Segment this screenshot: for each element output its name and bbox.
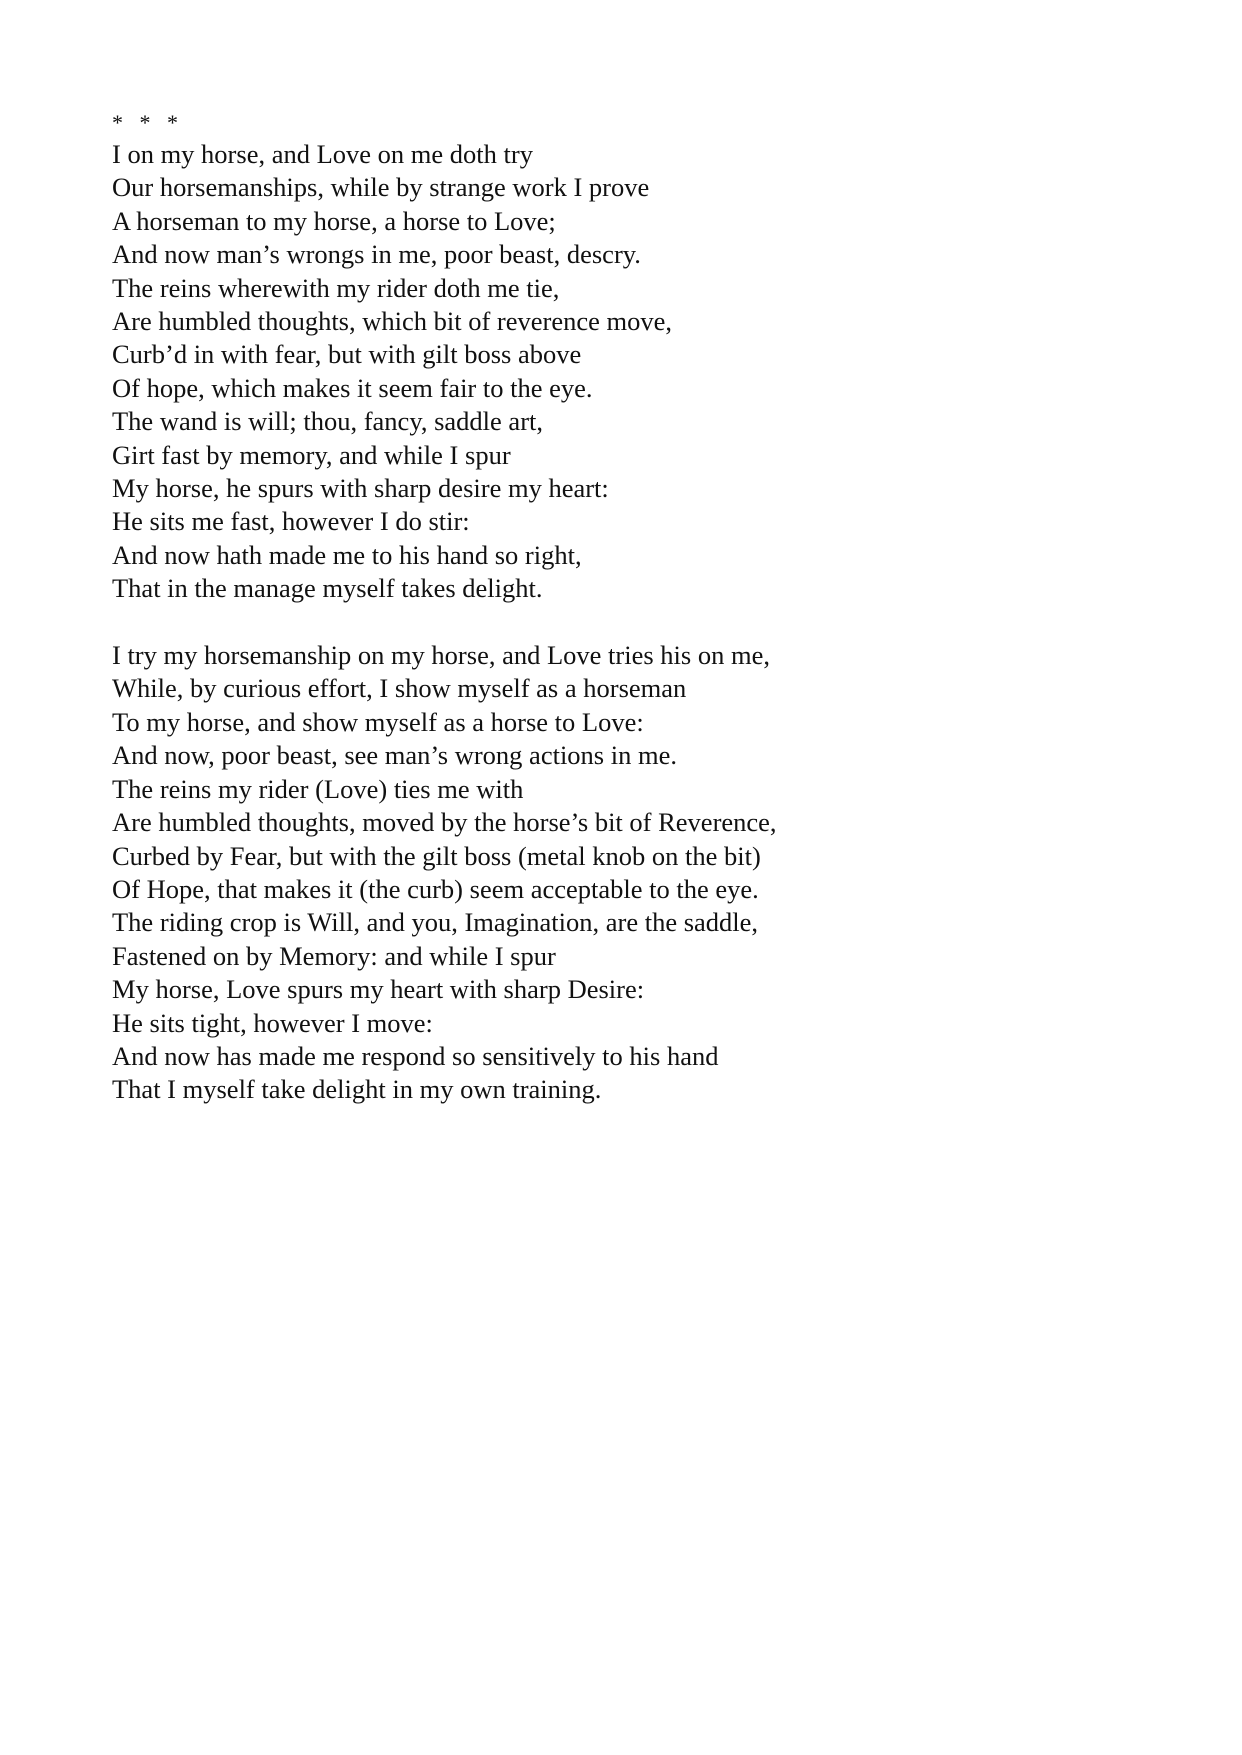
poem-line: And now hath made me to his hand so right, <box>112 539 582 570</box>
paraphrase-line: And now has made me respond so sensitively to his hand <box>112 1040 719 1071</box>
paraphrase-line: Are humbled thoughts, moved by the horse’s bit of Reverence, <box>112 807 777 838</box>
paraphrase-line: That I myself take delight in my own training. <box>112 1074 602 1105</box>
stanza-gap <box>112 606 1152 639</box>
paraphrase-line: The riding crop is Will, and you, Imagination, are the saddle, <box>112 907 759 938</box>
paraphrase-line: To my horse, and show myself as a horse to Love: <box>112 706 644 737</box>
poem-line: Curb’d in with fear, but with gilt boss above <box>112 339 582 370</box>
paraphrase-line: My horse, Love spurs my heart with sharp Desire: <box>112 974 645 1005</box>
section-separator: * * * <box>112 110 178 135</box>
paraphrase-line: Fastened on by Memory: and while I spur <box>112 940 556 971</box>
poem-line: A horseman to my horse, a horse to Love; <box>112 205 556 236</box>
paraphrase-line: Curbed by Fear, but with the gilt boss (metal knob on the bit) <box>112 840 761 871</box>
paraphrase-line: While, by curious effort, I show myself as a horseman <box>112 673 687 704</box>
poem-line: And now man’s wrongs in me, poor beast, descry. <box>112 239 641 270</box>
paraphrase-line: He sits tight, however I move: <box>112 1007 433 1038</box>
poem-line: My horse, he spurs with sharp desire my heart: <box>112 473 609 504</box>
poem-line: Our horsemanships, while by strange work I prove <box>112 172 650 203</box>
paraphrase-line: I try my horsemanship on my horse, and Love tries his on me, <box>112 640 770 671</box>
poem-line: Of hope, which makes it seem fair to the eye. <box>112 372 593 403</box>
poem-line: The reins wherewith my rider doth me tie, <box>112 272 560 303</box>
poem-line: Are humbled thoughts, which bit of reverence move, <box>112 306 673 337</box>
poem-stanza <box>112 138 1152 606</box>
paraphrase-stanza <box>112 639 1152 1107</box>
paraphrase-line: And now, poor beast, see man’s wrong actions in me. <box>112 740 677 771</box>
poem-line: I on my horse, and Love on me doth try <box>112 139 533 169</box>
paraphrase-line: The reins my rider (Love) ties me with <box>112 773 524 804</box>
document-page <box>112 108 1152 1107</box>
poem-line: That in the manage myself takes delight. <box>112 573 543 604</box>
poem-line: Girt fast by memory, and while I spur <box>112 439 511 470</box>
paraphrase-line: Of Hope, that makes it (the curb) seem acceptable to the eye. <box>112 873 759 904</box>
poem-line: The wand is will; thou, fancy, saddle art, <box>112 406 544 437</box>
poem-line: He sits me fast, however I do stir: <box>112 506 470 537</box>
